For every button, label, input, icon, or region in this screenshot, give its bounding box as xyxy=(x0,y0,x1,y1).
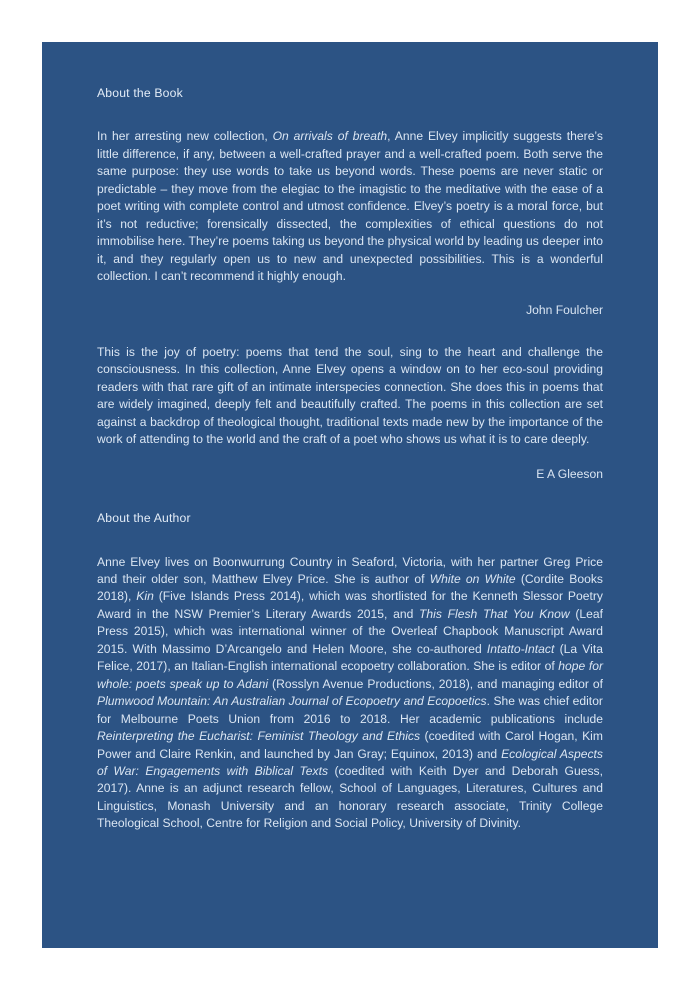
text-run: . She was chief editor for Melbourne Poets Union from 2016 to 2018. Her academic publications include xyxy=(97,694,603,726)
cover-content-column xyxy=(97,85,603,833)
italic-title-run: Kin xyxy=(136,589,154,604)
text-run: (coedited with Carol Hogan, Kim Power and Claire Renkin, and launched by Jan Gray; Equinox, 2013) and xyxy=(97,729,603,761)
review-attribution-foulcher: John Foulcher xyxy=(526,303,603,318)
author-biography-text xyxy=(97,554,603,833)
review-text-gleeson xyxy=(97,344,603,449)
spacer xyxy=(97,528,603,554)
italic-title-run: On arrivals of breath xyxy=(272,129,388,144)
text-run: (Leaf Press 2015), which was international winner of the Overleaf Chapbook Manuscript Award 2015. With Massimo D’Arcangelo and Helen Moore, she co-authored xyxy=(97,606,603,656)
about-the-book-heading: About the Book xyxy=(97,86,183,100)
italic-title-run: Reinterpreting the Eucharist: Feminist Theology and Ethics xyxy=(97,729,421,744)
spacer xyxy=(97,320,603,344)
italic-title-run: This Flesh That You Know xyxy=(419,606,570,621)
italic-title-run: hope for whole: poets speak up to Adani xyxy=(97,659,603,691)
spacer xyxy=(97,449,603,466)
text-run: In her arresting new collection, xyxy=(97,129,273,144)
text-run: , Anne Elvey implicitly suggests there’s little difference, if any, between a well-crafted prayer and a well-crafted poem. Both serve the same purpose: they use words to take us beyond words. These poems are never static or predictable – they move from the elegiac to the imagistic to the meditative with the ease of a poet writing with complete control and utmost confidence. Elvey’s poetry is a moral force, but it’s not reductive; forensically dissected, the complexities of ethical questions do not immobilise here. They’re poems taking us beyond the physical world by leading us deeper into it, and they regularly open us to new and unexpected possibilities. This is a wonderful collection. I can’t recommend it highly enough. xyxy=(97,129,603,284)
review-text-foulcher xyxy=(97,128,603,285)
text-run: (Cordite Books 2018), xyxy=(97,571,603,604)
text-run: (La Vita Felice, 2017), an Italian-English international ecopoetry collaboration. She is editor of xyxy=(97,641,603,674)
italic-title-run: Ecological Aspects of War: Engagements with Biblical Texts xyxy=(97,746,603,778)
text-run: (Five Islands Press 2014), which was shortlisted for the Kenneth Slessor Poetry Award in the NSW Premier’s Literary Awards 2015, and xyxy=(97,589,603,621)
italic-title-run: White on White xyxy=(429,571,516,586)
italic-title-run: Plumwood Mountain: An Australian Journal of Ecopoetry and Ecopoetics xyxy=(97,694,487,709)
blue-cover-panel xyxy=(42,42,658,948)
text-run: (coedited with Keith Dyer and Deborah Guess, 2017). Anne is an adjunct research fellow, School of Languages, Literatures, Cultures and Linguistics, Monash University and an honorary research associate, Trinity College Theological School, Centre for Religion and Social Policy, University of Divinity. xyxy=(97,763,603,831)
spacer xyxy=(97,102,603,128)
text-run: Anne Elvey lives on Boonwurrung Country in Seaford, Victoria, with her partner Greg Price and their older son, Matthew Elvey Price. She is author of xyxy=(97,554,603,586)
text-run: (Rosslyn Avenue Productions, 2018), and managing editor of xyxy=(268,676,603,691)
about-the-author-heading: About the Author xyxy=(97,511,191,526)
review-attribution-gleeson: E A Gleeson xyxy=(536,466,603,481)
text-run: This is the joy of poetry: poems that tend the soul, sing to the heart and challenge the consciousness. In this collection, Anne Elvey opens a window on to her eco-soul providing readers with that rare gift of an intimate interspecies connection. She does this in poems that are widely imagined, deeply felt and beautifully crafted. The poems in this collection are set against a backdrop of theological thought, traditional texts made new by the importance of the work of attending to the world and the craft of a poet who shows us what it is to care deeply. xyxy=(97,344,603,447)
italic-title-run: Intatto-Intact xyxy=(486,641,555,656)
spacer xyxy=(97,285,603,302)
spacer xyxy=(97,483,603,510)
